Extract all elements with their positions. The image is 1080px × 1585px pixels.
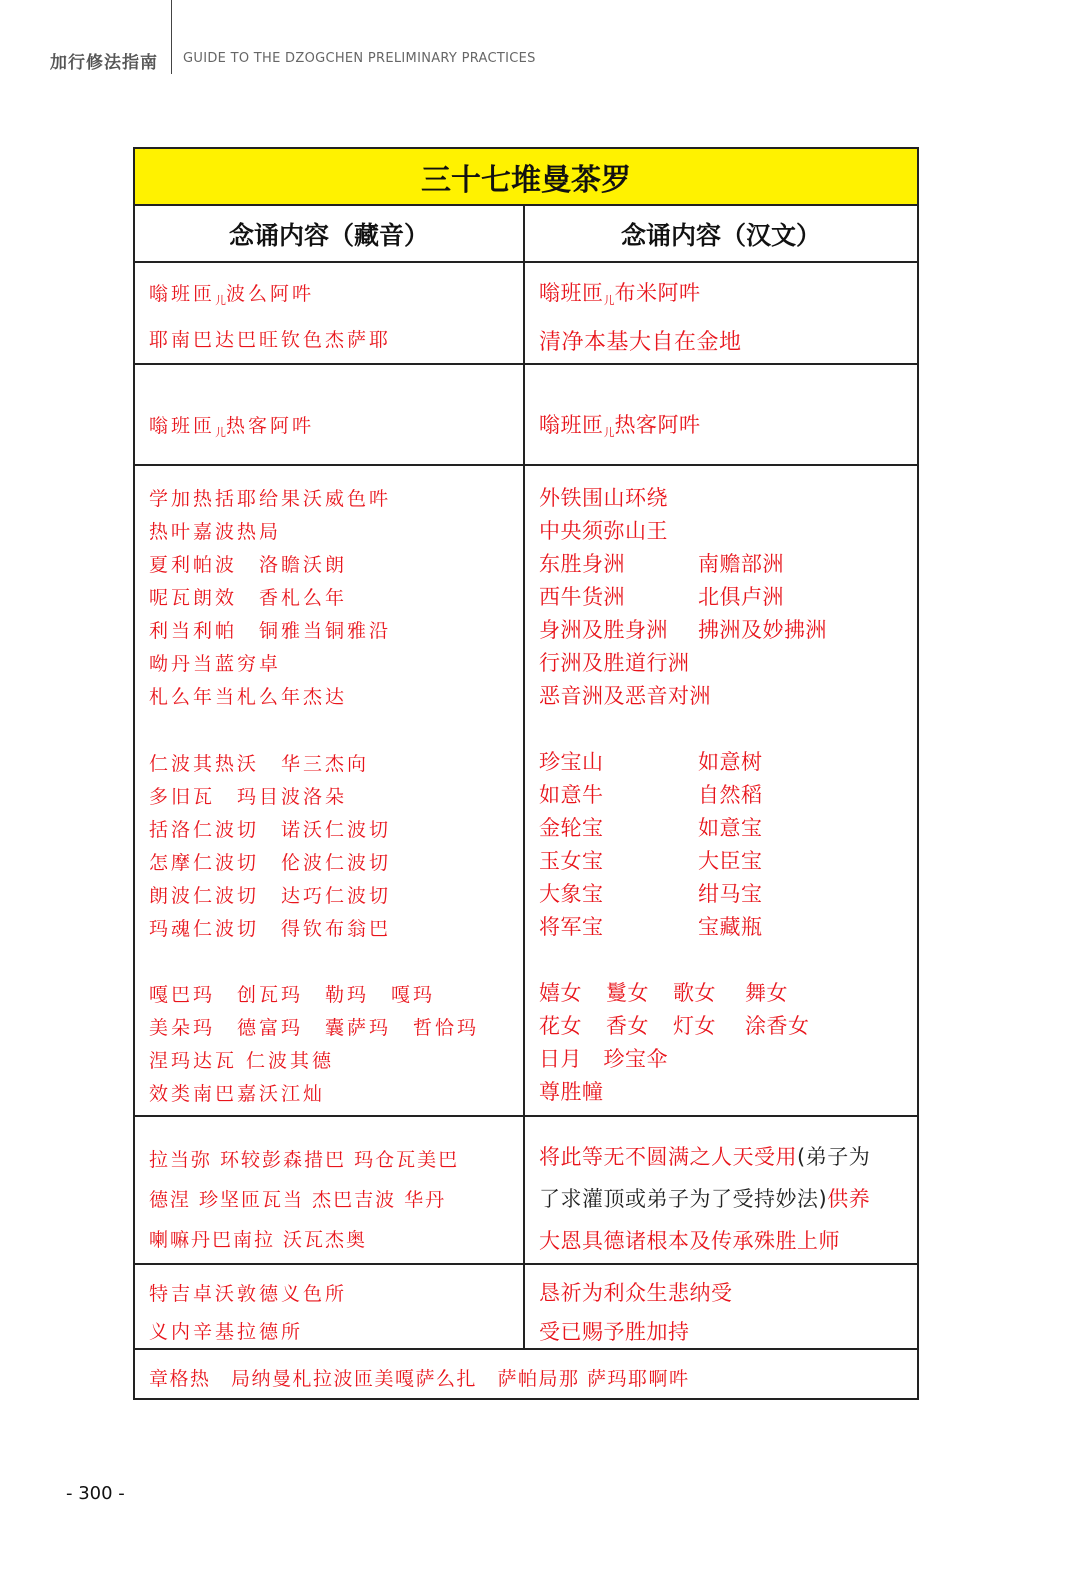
row1-left-cell [135,263,525,363]
row3-left-line: 热叶嘉波热局 [149,521,282,543]
table-row-6 [135,1350,917,1398]
row3-right-line: 行洲及胜道行洲 [539,651,690,675]
row3-right-quad: 香女 [606,1014,649,1038]
row3-right-quad: 歌女 [673,981,716,1005]
table-title: 三十七堆曼茶罗 [135,149,917,206]
row3-right-pair-a: 大象宝 [539,882,604,906]
row4-right-cell [525,1117,917,1263]
row3-right-pair-b: 南赡部洲 [698,552,784,576]
row3-right-line: 中央须弥山王 [539,519,668,543]
row5-left-line: 特吉卓沃敦德义色所 [149,1283,348,1305]
table-row-1 [135,263,917,365]
row5-right-line: 受已赐予胜加持 [539,1320,690,1344]
row2-right-cell [525,365,917,464]
row3-right-pair-a: 玉女宝 [539,849,604,873]
row3-left-line: 利当利帕 铜雅当铜雅沿 [149,620,392,642]
row3-left-line: 括洛仁波切 诺沃仁波切 [149,819,392,841]
row3-left-line: 美朵玛 德富玛 囊萨玛 哲恰玛 [149,1017,480,1039]
column-header-chinese: 念诵内容（汉文） [525,206,917,263]
row1-right-cell [525,263,917,363]
row3-right-pair-a: 东胜身洲 [539,552,625,576]
row3-right-quad: 灯女 [673,1014,716,1038]
row3-left-line: 玛魂仁波切 得钦布翁巴 [149,918,392,940]
header-en-title: GUIDE TO THE DZOGCHEN PRELIMINARY PRACTICES [183,51,536,66]
row3-left-line: 仁波其热沃 华三杰向 [149,753,370,775]
row4-left-cell [135,1117,525,1263]
row4-left-line: 喇嘛丹巴南拉 沃瓦杰奥 [149,1229,368,1251]
row1-right-line2: 清净本基大自在金地 [539,330,742,355]
row5-left-line: 义内辛基拉德所 [149,1321,304,1343]
row3-right-line: 恶音洲及恶音对洲 [539,684,711,708]
row3-left-line: 效类南巴嘉沃江灿 [149,1083,326,1105]
row4-right-line2: 了求灌顶或弟子为了受持妙法)供养 [539,1187,871,1211]
row2-right-line: 嗡班匝$_儿$热客阿吽 [539,413,701,439]
row4-right-line1: 将此等无不圆满之人天受用(弟子为 [539,1145,871,1169]
row3-right-quad: 嬉女 [539,981,582,1005]
table-row-5 [135,1265,917,1350]
row3-right-pair-b: 自然稻 [698,783,763,807]
row6-full-line: 章格热 局纳曼札拉波匝美嘎萨么扎 萨帕局那 萨玛耶啊吽 [149,1368,690,1390]
row3-left-line: 札么年当札么年杰达 [149,686,348,708]
column-header-tibetan: 念诵内容（藏音） [135,206,525,263]
row3-left-line: 涅玛达瓦 仁波其德 [149,1050,335,1072]
table-row-4 [135,1117,917,1265]
row1-left-line1: 嗡班匝$_儿$波么阿吽 [149,283,315,307]
row3-left-line: 夏利帕波 洛瞻沃朗 [149,554,348,576]
row3-right-pair-b: 如意宝 [698,816,763,840]
row3-right-pair-a: 将军宝 [539,915,604,939]
row3-right-cell [525,466,917,1115]
page-header [0,0,1080,90]
row3-left-line: 多旧瓦 玛目波洛朵 [149,786,348,808]
header-cn-title: 加行修法指南 [50,53,158,73]
row3-right-pair-b: 北俱卢洲 [698,585,784,609]
row2-left-cell [135,365,525,464]
row3-right-pair-a: 珍宝山 [539,750,604,774]
row3-right-pair-b: 拂洲及妙拂洲 [698,618,827,642]
mandala-table [133,147,919,1400]
page-number: - 300 - [66,1483,125,1504]
header-divider [171,0,172,74]
row3-right-pair-b: 大臣宝 [698,849,763,873]
row3-right-line: 外铁围山环绕 [539,486,668,510]
row3-right-pair-a: 如意牛 [539,783,604,807]
row3-left-line: 呦丹当蓝穷卓 [149,653,282,675]
row3-right-pair-b: 绀马宝 [698,882,763,906]
row3-right-quad: 花女 [539,1014,582,1038]
row3-right-quad: 舞女 [745,981,788,1005]
row3-right-line: 日月 珍宝伞 [539,1047,668,1071]
row5-right-line: 恳祈为利众生悲纳受 [539,1281,733,1305]
row3-left-line: 怎摩仁波切 伦波仁波切 [149,852,392,874]
row5-left-cell [135,1265,525,1348]
row1-right-line1: 嗡班匝$_儿$布米阿吽 [539,281,701,307]
row3-right-line: 尊胜幢 [539,1080,604,1104]
row2-left-line: 嗡班匝$_儿$热客阿吽 [149,415,315,439]
row3-right-pair-a: 身洲及胜身洲 [539,618,668,642]
row3-left-line: 学加热括耶给果沃威色吽 [149,488,392,510]
row3-right-quad: 鬘女 [606,981,649,1005]
row4-left-line: 拉当弥 环较彭森措巴 玛仓瓦美巴 [149,1149,460,1171]
table-row-3 [135,466,917,1117]
row3-right-pair-a: 西牛货洲 [539,585,625,609]
row4-right-line3: 大恩具德诸根本及传承殊胜上师 [539,1229,840,1253]
table-row-2 [135,365,917,466]
row3-right-pair-b: 宝藏瓶 [698,915,763,939]
row5-right-cell [525,1265,917,1348]
row3-right-quad: 涂香女 [745,1014,810,1038]
row3-left-line: 呢瓦朗效 香札么年 [149,587,348,609]
row3-right-pair-b: 如意树 [698,750,763,774]
row4-left-line: 德涅 珍坚匝瓦当 杰巴吉波 华丹 [149,1189,447,1211]
row3-left-line: 嘎巴玛 创瓦玛 勒玛 嘎玛 [149,984,436,1006]
row1-left-line2: 耶南巴达巴旺钦色杰萨耶 [149,329,392,351]
row3-right-pair-a: 金轮宝 [539,816,604,840]
row3-left-cell [135,466,525,1115]
row3-left-line: 朗波仁波切 达巧仁波切 [149,885,392,907]
